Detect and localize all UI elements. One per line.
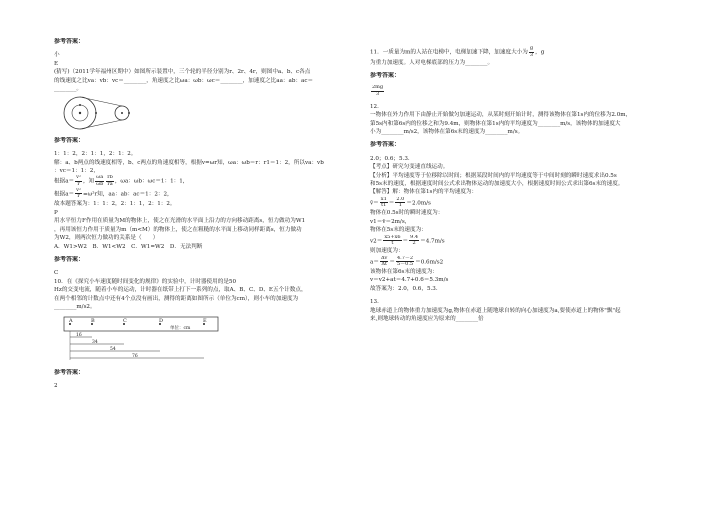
ticker-tape-figure bbox=[62, 313, 336, 366]
answer-text: 【分析】平均速度等于位移除以时间；根据某段时间内的平均速度等于中间时刻的瞬时速度求出0.5s bbox=[370, 172, 617, 179]
question-number: 13． bbox=[370, 299, 383, 306]
answer-text: 1：1：2，2：1：1，2：1：2。 bbox=[54, 151, 137, 158]
formula-fraction: $\frac{2mg}{3}$ bbox=[372, 85, 384, 97]
tape-point-label: A bbox=[69, 318, 73, 325]
answer-formula bbox=[370, 85, 670, 98]
formula-fraction: $\frac{\text{v²}}{r}$ bbox=[76, 187, 81, 200]
formula-fraction: $\frac{9.4}{2}$ bbox=[410, 234, 419, 247]
question-13-line: 来,则地球转动的角速度应为原来的________倍 bbox=[370, 316, 484, 323]
pulley-figure bbox=[60, 95, 336, 134]
question-10-line: Hz的交变电流，随着小车的运动，计时器在纸带上打下一系列的点，取A、B、C、D、E五个计数点， bbox=[54, 287, 307, 294]
tape-point-label: E bbox=[203, 318, 207, 325]
tape-dimension: 34 bbox=[92, 340, 98, 346]
ticker-tape-diagram bbox=[62, 313, 222, 363]
answer-equation: v1＝v̄＝2m/s， bbox=[370, 218, 411, 225]
question-9-line: (猜写)（2011学年福州区期中）如图所示装置中，三个轮的半径分别为r、2r、4r，则图中a、b、c各点 bbox=[54, 69, 311, 76]
answer-label: 参考答案： bbox=[370, 71, 401, 79]
question-9-line: ________。 bbox=[54, 86, 82, 93]
answer-text: P bbox=[54, 209, 58, 216]
answer-text: 则加速度为： bbox=[370, 248, 404, 255]
question-work-line: ，再用该恒力作用于质量为m（m<M）的物体上，使之在粗糙的水平面上移动同样距离s，恒力做功 bbox=[54, 226, 302, 233]
formula-fraction: $\frac{rb}{ra}$ bbox=[107, 175, 113, 187]
tape-dimension: 16 bbox=[76, 333, 82, 339]
answer-formula-line: 根据a＝ $\frac{\text{v²}}{r}$ ，知 $\frac{\omega a}{\omega b}$ $\frac{rb}{ra}$ ，ωa：ωb：ωc＝1：1：1， bbox=[54, 175, 189, 187]
answer-text: 2 bbox=[54, 383, 58, 390]
answer-text: 【考点】研究匀变速直线运动。 bbox=[370, 164, 449, 171]
question-12-line: 一物体在外力作用下由静止开始做匀加速运动，从某时刻开始计时，测得该物体在第1s内的位移为2.0m， bbox=[370, 112, 632, 119]
question-number: 12． bbox=[370, 103, 383, 110]
answer-label: 参考答案： bbox=[54, 368, 85, 376]
question-10-line: 在两个相邻的计数点中还有4个点没有画出，测得的距离如图所示（单位为cm），则小车的加速度为 bbox=[54, 295, 299, 302]
answer-label: 参考答案： bbox=[370, 141, 401, 149]
answer-text: 2.0；0.6；5.3. bbox=[370, 155, 410, 162]
formula-fraction: $\frac{g}{3}$ bbox=[529, 46, 534, 58]
answer-label: 参考答案： bbox=[54, 255, 85, 263]
formula-fraction: $\frac{\Delta v}{\Delta t}$ bbox=[380, 255, 388, 267]
question-11-line: 11．一质量为m的人站在电梯中，电梯加速下降，加速度大小为 $\frac{g}{3}$ ，g bbox=[370, 46, 545, 58]
answer-text: 该物体在第6s末的速度为： bbox=[370, 269, 438, 275]
answer-text: 解：a、b两点的线速度相等，b、c两点的角速度相等，根据v=ωr知，ωa：ωb＝r：r1＝1：2，所以va：vb bbox=[54, 159, 324, 166]
question-work-line: 用水平恒力F作用在质量为M的物体上，使之在光滑的水平面上沿力的方向移动距离s，恒力做功为W1 bbox=[54, 218, 306, 225]
answer-text: 【解答】解：物体在第1s内的平均速度为： bbox=[370, 189, 478, 196]
answer-text: E bbox=[54, 60, 59, 67]
right-column bbox=[370, 46, 670, 323]
tape-point-label: D bbox=[159, 318, 164, 325]
tape-point-label: C bbox=[123, 318, 127, 325]
answer-equation: v̄＝ $\frac{x1}{t1}$ ＝ $\frac{2.0}{1}$ ＝2.0m/s bbox=[370, 196, 431, 209]
tape-unit-label: 单位：cm bbox=[170, 326, 191, 332]
pulley-diagram bbox=[60, 95, 140, 131]
question-10-line: ________m/s2。 bbox=[54, 303, 96, 310]
tape-point-label: B bbox=[91, 318, 95, 325]
formula-fraction: $\frac{x1}{t1}$ bbox=[380, 196, 387, 209]
question-11-line: 为重力加速度。人对电梯底部的压力为________。 bbox=[370, 59, 494, 66]
question-work-line: 为W2，则两次恒力做功的关系是（ ） bbox=[54, 235, 159, 242]
question-12-line: 第5s内和第6s内的位移之和为9.4m，则物体在第1s内的平均速度为________m/s，该物体的加速度大 bbox=[370, 120, 621, 127]
answer-text: 物体在5s末的速度为： bbox=[370, 227, 427, 234]
answer-formula-line: 根据a＝ $\frac{\text{v²}}{r}$ =ω²r知，aa：ab：ac＝1：2：2， bbox=[54, 187, 173, 200]
answer-text: 物体在0.5s时的瞬时速度为： bbox=[370, 210, 444, 217]
question-10-line: 10．在《探究小车速度随时间变化的规律》的实验中，计时器使用的是50 bbox=[54, 278, 237, 285]
answer-equation: v＝v2+at＝4.7+0.6＝5.3m/s bbox=[370, 277, 449, 284]
left-column bbox=[54, 38, 336, 391]
answer-text: 故答案为：2.0，0.6，5.3. bbox=[370, 285, 438, 292]
formula-fraction: $\frac{4.7-2}{5-0.5}$ bbox=[396, 255, 414, 267]
question-13-line: 地球赤道上的物体重力加速度为g,物体在赤道上随地球自转的向心加速度为a,要使赤道上的物体"飘"起 bbox=[370, 307, 621, 314]
formula-fraction: $\frac{\omega a}{\omega b}$ bbox=[96, 175, 104, 187]
question-work-options: A．W1>W2 B．W1<W2 C．W1=W2 D．无法判断 bbox=[54, 243, 203, 250]
answer-label: 参考答案： bbox=[54, 136, 85, 144]
formula-fraction: $\frac{2.0}{1}$ bbox=[396, 196, 405, 209]
tape-dimension: 54 bbox=[110, 347, 116, 353]
formula-fraction: $\frac{\text{v²}}{r}$ bbox=[76, 175, 81, 187]
answer-text: 故本题答案为：1：1：2，2：1：1，2：1：2。 bbox=[54, 201, 176, 208]
answer-label: 参考答案： bbox=[54, 38, 85, 45]
formula-fraction: $\frac{x5+x6}{t}$ bbox=[384, 234, 401, 247]
answer-text: C bbox=[54, 270, 59, 277]
answer-text: 和5s末的速度，根据速度时间公式求出物体运动的加速度大小，根据速度时间公式求出第6s末的速度。 bbox=[370, 181, 624, 188]
answer-text: ：vc＝1：1：2， bbox=[54, 168, 99, 175]
answer-text: 小 bbox=[54, 52, 60, 59]
question-12-line: 小为________m/s2，该物体在第6s末的速度为________m/s。 bbox=[370, 129, 524, 136]
answer-equation: v2＝ $\frac{x5+x6}{t}$ ＝ $\frac{9.4}{2}$ ＝4.7m/s bbox=[370, 234, 445, 247]
tape-dimension: 76 bbox=[132, 354, 138, 360]
answer-equation: a＝ $\frac{\Delta v}{\Delta t}$ ＝ $\frac{4.7-2}{5-0.5}$ ＝0.6m/s2 bbox=[370, 255, 444, 267]
question-9-line: 的线速度之比va：vb：vc＝________，角速度之比ωa：ωb：ωc＝________，加速度之比aa：ab：ac＝ bbox=[54, 77, 314, 84]
